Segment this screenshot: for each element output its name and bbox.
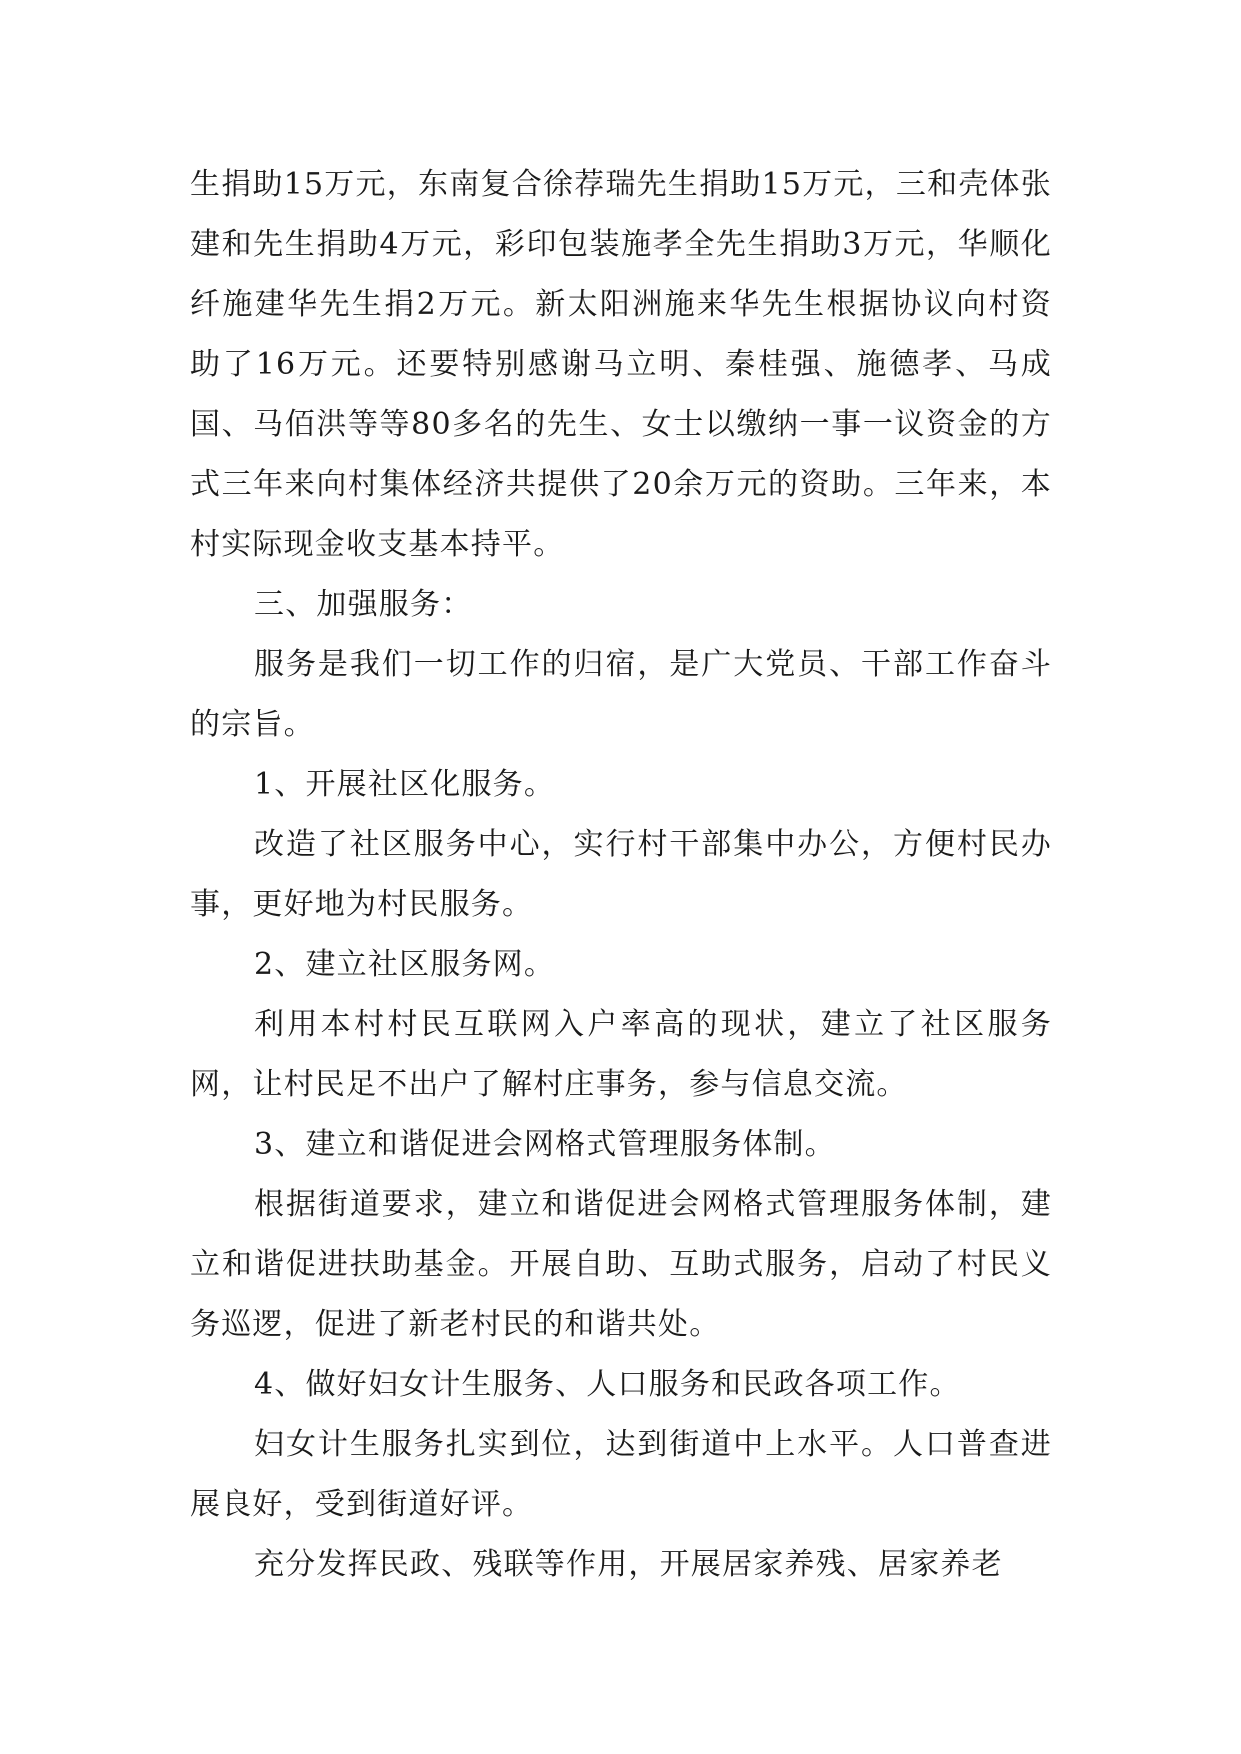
paragraph-item-2: 利用本村村民互联网入户率高的现状，建立了社区服务网，让村民足不出户了解村庄事务，参与信息交流。 [190,1007,1052,1102]
document-page [190,155,1052,1595]
paragraph-item-1: 改造了社区服务中心，实行村干部集中办公，方便村民办事，更好地为村民服务。 [190,827,1052,922]
paragraph-service-purpose: 服务是我们一切工作的归宿，是广大党员、干部工作奋斗的宗旨。 [190,647,1052,742]
paragraph-item-4b: 充分发挥民政、残联等作用，开展居家养残、居家养老 [254,1547,1003,1582]
item-heading-2: 2、建立社区服务网。 [254,947,556,982]
item-heading-3: 3、建立和谐促进会网格式管理服务体制。 [254,1127,836,1162]
paragraph-1: 生捐助15万元，东南复合徐荐瑞先生捐助15万元，三和壳体张建和先生捐助4万元，彩印包装施孝全先生捐助3万元，华顺化纤施建华先生捐2万元。新太阳洲施来华先生根据协议向村资助了16万元。还要特别感谢马立明、秦桂强、施德孝、马成国、马佰洪等等80多名的先生、女士以缴纳一事一议资金的方式三年来向村集体经济共提供了20余万元的资助。三年来，本村实际现金收支基本持平。 [190,167,1052,562]
paragraph-item-3: 根据街道要求，建立和谐促进会网格式管理服务体制，建立和谐促进扶助基金。开展自助、互助式服务，启动了村民义务巡逻，促进了新老村民的和谐共处。 [190,1187,1052,1342]
section-heading-strengthen-service: 三、加强服务： [254,587,473,622]
item-heading-1: 1、开展社区化服务。 [254,767,556,802]
item-heading-4: 4、做好妇女计生服务、人口服务和民政各项工作。 [254,1367,961,1402]
paragraph-item-4a: 妇女计生服务扎实到位，达到街道中上水平。人口普查进展良好，受到街道好评。 [190,1427,1052,1522]
